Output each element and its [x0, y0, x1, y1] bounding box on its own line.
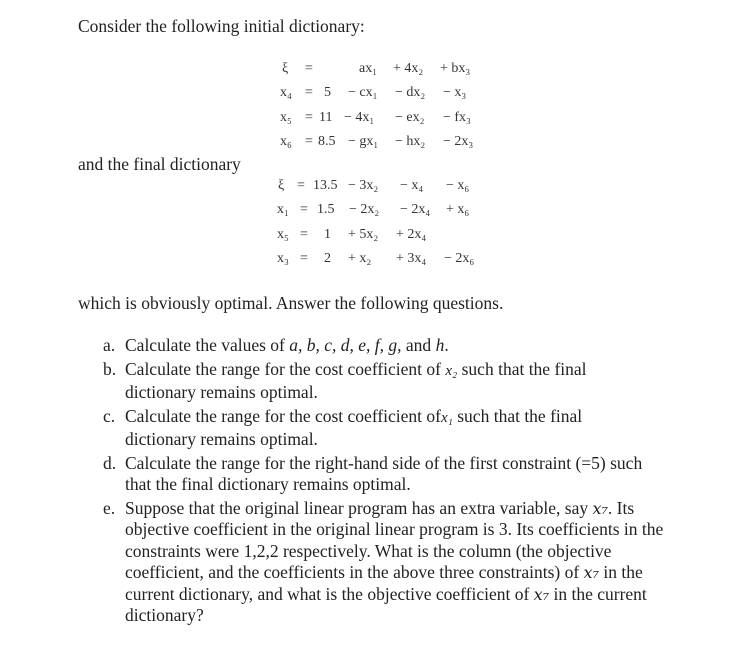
question-text: dictionary remains optimal.: [125, 429, 318, 449]
final-term: + x₆: [446, 202, 470, 217]
final-row-lhs: x₅: [277, 227, 289, 242]
question-c: [103, 405, 685, 451]
question-text: such that the final: [461, 358, 587, 379]
init-row-lhs: x₆: [280, 134, 292, 149]
variable: x₁: [441, 409, 453, 426]
init-const: 5: [324, 85, 331, 100]
question-text: dictionary remains optimal.: [125, 382, 318, 402]
final-row-lhs: x₃: [277, 251, 289, 266]
question-text: in the current dictionary?: [125, 583, 647, 625]
question-text: Calculate the range for the cost coefficient of: [125, 358, 441, 379]
question-e: e. Suppose that the original linear program has an extra variable, say x₇. Its objective coefficient in the original linear program is 3. Its coefficients in the constraints were 1,2,2 respectively. What is the column (the objective coefficient, and the coefficients in the above three constraints) of x₇ in the current dictionary, and what is the objective coefficient of x₇ in the current dictionary?: [103, 497, 664, 625]
equals-sign: =: [305, 85, 313, 100]
final-row-lhs: ξ: [278, 178, 285, 193]
equals-sign: =: [300, 251, 308, 266]
question-a: [103, 335, 685, 357]
question-text: in the current dictionary, and what is the objective coefficient of: [125, 562, 643, 604]
final-const: 1.5: [317, 202, 335, 217]
variable: x₇: [583, 563, 599, 582]
question-text: Calculate the range for the right-hand side of the first constraint (=5) such: [125, 452, 643, 473]
question-text: Suppose that the original linear program has an extra variable, say: [125, 497, 589, 518]
final-term: + 2x₄: [396, 227, 427, 242]
question-text: .: [444, 335, 449, 355]
question-text: such that the final: [457, 405, 583, 426]
equals-sign: =: [305, 110, 313, 125]
final-term: + 5x₂: [348, 227, 379, 242]
intro-text: Consider the following initial dictionary:: [78, 16, 365, 36]
equals-sign: =: [305, 61, 313, 76]
init-term: − cx₁: [348, 85, 378, 100]
init-term: − fx₃: [443, 110, 471, 125]
init-const: 11: [319, 110, 333, 125]
final-term: + 3x₄: [396, 251, 427, 266]
question-label: a.: [103, 335, 116, 355]
variable: h: [435, 335, 445, 355]
question-b: [103, 358, 685, 404]
init-term: ax₁: [359, 61, 378, 76]
init-term: − x₃: [443, 85, 467, 100]
final-const: 2: [324, 251, 331, 266]
variable: x₂: [445, 362, 458, 379]
final-term: − x₄: [400, 178, 424, 193]
init-term: − ex₂: [395, 110, 425, 125]
init-term: − gx₁: [348, 134, 379, 149]
init-term: − dx₂: [395, 85, 426, 100]
question-list: [103, 335, 685, 629]
init-const: 8.5: [318, 134, 336, 149]
final-const: 13.5: [313, 178, 338, 193]
init-term: − 4x₁: [344, 110, 375, 125]
equals-sign: =: [305, 134, 313, 149]
variable: x₇: [533, 584, 550, 604]
init-row-lhs: x₅: [280, 110, 292, 125]
final-term: − 2x₂: [349, 202, 380, 217]
question-label: d.: [103, 452, 117, 473]
question-d: [103, 452, 685, 496]
equals-sign: =: [300, 227, 308, 242]
final-const: 1: [324, 227, 331, 242]
variable: x₇: [592, 498, 608, 518]
final-row-lhs: x₁: [277, 202, 289, 217]
final-term: − x₆: [446, 178, 470, 193]
question-label: b.: [103, 358, 117, 379]
question-text: and: [401, 335, 436, 355]
final-term: − 2x₆: [444, 251, 475, 266]
init-term: − hx₂: [395, 134, 426, 149]
question-label: c.: [103, 405, 116, 426]
question-label: e.: [103, 497, 116, 518]
final-term: − 3x₂: [348, 178, 379, 193]
init-term: + bx₃: [440, 61, 471, 76]
question-text: Calculate the range for the cost coefficient of: [125, 405, 441, 426]
variable-list: a, b, c, d, e, f, g,: [289, 335, 402, 355]
question-text: Its objective coefficient in the original linear program is 3. Its coefficients in the constraints were 1,2,2 respectively. What is the column (the objective coefficient, and the coefficients in the above three constraints) of: [125, 497, 664, 582]
final-term: + x₂: [348, 251, 372, 266]
mid-text: and the final dictionary: [78, 154, 241, 174]
question-text: Calculate the values of: [125, 335, 290, 355]
statement-text: which is obviously optimal. Answer the following questions.: [78, 293, 504, 313]
init-row-lhs: ξ: [282, 61, 289, 76]
init-term: + 4x₂: [393, 61, 424, 76]
init-term: − 2x₃: [443, 134, 474, 149]
question-text: that the final dictionary remains optimal.: [125, 474, 411, 494]
equals-sign: =: [297, 178, 305, 193]
init-row-lhs: x₄: [280, 85, 292, 100]
final-term: − 2x₄: [400, 202, 431, 217]
equals-sign: =: [300, 202, 308, 217]
